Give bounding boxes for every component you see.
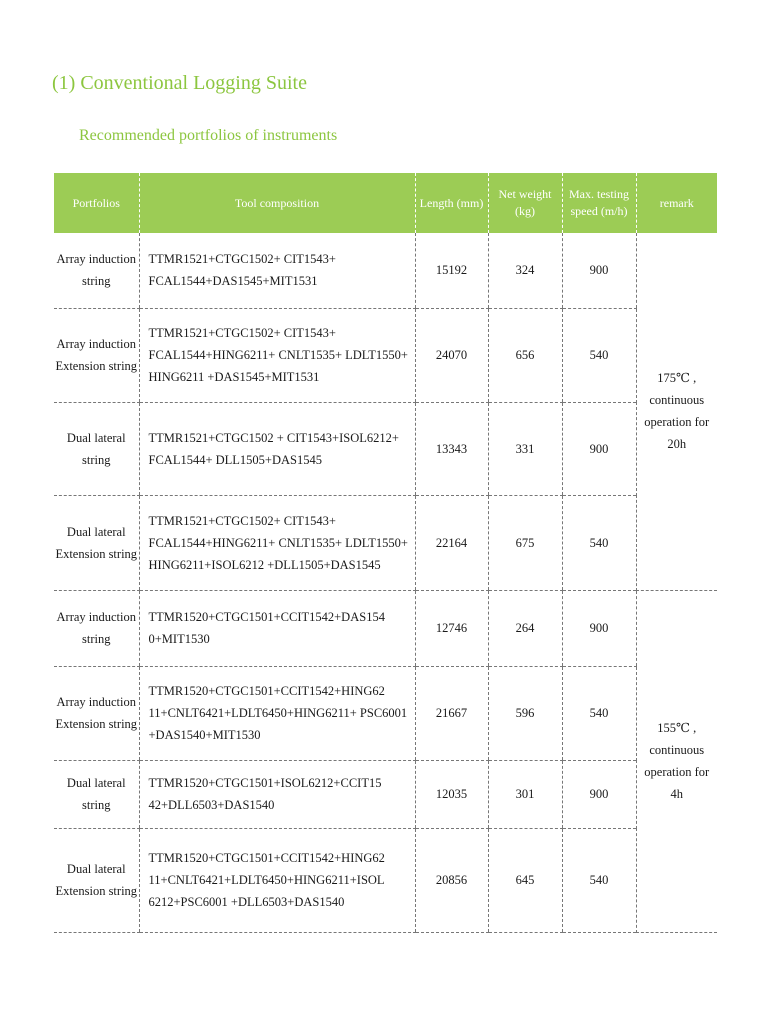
portfolio-cell: Array induction Extension string xyxy=(54,308,139,402)
length-cell: 13343 xyxy=(415,402,488,495)
portfolio-cell: Dual lateral Extension string xyxy=(54,828,139,932)
table-row xyxy=(54,308,717,402)
portfolio-cell: Dual lateral string xyxy=(54,402,139,495)
weight-cell: 645 xyxy=(488,828,562,932)
table-row xyxy=(54,760,717,828)
header-length: Length (mm) xyxy=(415,173,488,233)
composition-cell: TTMR1520+CTGC1501+CCIT1542+HING62 11+CNLT6421+LDLT6450+HING6211+ISOL 6212+PSC6001 +DLL6503+DAS1540 xyxy=(139,828,415,932)
header-tool-composition: Tool composition xyxy=(139,173,415,233)
length-cell: 12746 xyxy=(415,590,488,666)
portfolio-cell: Array induction string xyxy=(54,233,139,308)
weight-cell: 324 xyxy=(488,233,562,308)
composition-cell: TTMR1520+CTGC1501+ISOL6212+CCIT15 42+DLL6503+DAS1540 xyxy=(139,760,415,828)
table-row xyxy=(54,233,717,308)
weight-cell: 301 xyxy=(488,760,562,828)
section-subtitle: Recommended portfolios of instruments xyxy=(79,127,338,144)
weight-cell: 331 xyxy=(488,402,562,495)
portfolio-cell: Dual lateral string xyxy=(54,760,139,828)
speed-cell: 540 xyxy=(562,495,636,590)
length-cell: 20856 xyxy=(415,828,488,932)
weight-cell: 596 xyxy=(488,666,562,760)
speed-cell: 900 xyxy=(562,590,636,666)
table-row xyxy=(54,828,717,932)
table-row xyxy=(54,666,717,760)
portfolio-table xyxy=(54,173,717,933)
composition-cell: TTMR1520+CTGC1501+CCIT1542+DAS154 0+MIT1530 xyxy=(139,590,415,666)
speed-cell: 540 xyxy=(562,828,636,932)
table-row xyxy=(54,495,717,590)
speed-cell: 540 xyxy=(562,308,636,402)
speed-cell: 900 xyxy=(562,402,636,495)
composition-cell: TTMR1520+CTGC1501+CCIT1542+HING62 11+CNLT6421+LDLT6450+HING6211+ PSC6001 +DAS1540+MIT1530 xyxy=(139,666,415,760)
portfolio-table-container xyxy=(54,173,717,933)
speed-cell: 540 xyxy=(562,666,636,760)
composition-cell: TTMR1521+CTGC1502 + CIT1543+ISOL6212+ FCAL1544+ DLL1505+DAS1545 xyxy=(139,402,415,495)
length-cell: 22164 xyxy=(415,495,488,590)
header-net-weight: Net weight (kg) xyxy=(488,173,562,233)
table-row xyxy=(54,402,717,495)
weight-cell: 656 xyxy=(488,308,562,402)
header-remark: remark xyxy=(636,173,717,233)
length-cell: 12035 xyxy=(415,760,488,828)
length-cell: 21667 xyxy=(415,666,488,760)
speed-cell: 900 xyxy=(562,233,636,308)
table-header-row xyxy=(54,173,717,233)
composition-cell: TTMR1521+CTGC1502+ CIT1543+ FCAL1544+HING6211+ CNLT1535+ LDLT1550+ HING6211 +DAS1545+MIT1531 xyxy=(139,308,415,402)
length-cell: 15192 xyxy=(415,233,488,308)
composition-cell: TTMR1521+CTGC1502+ CIT1543+ FCAL1544+DAS1545+MIT1531 xyxy=(139,233,415,308)
composition-cell: TTMR1521+CTGC1502+ CIT1543+ FCAL1544+HING6211+ CNLT1535+ LDLT1550+ HING6211+ISOL6212 +DLL1505+DAS1545 xyxy=(139,495,415,590)
table-row xyxy=(54,590,717,666)
weight-cell: 264 xyxy=(488,590,562,666)
remark-cell: 175℃ , continuous operation for 20h xyxy=(636,233,717,590)
portfolio-cell: Array induction Extension string xyxy=(54,666,139,760)
header-max-speed: Max. testing speed (m/h) xyxy=(562,173,636,233)
weight-cell: 675 xyxy=(488,495,562,590)
length-cell: 24070 xyxy=(415,308,488,402)
header-portfolios: Portfolios xyxy=(54,173,139,233)
portfolio-cell: Array induction string xyxy=(54,590,139,666)
speed-cell: 900 xyxy=(562,760,636,828)
section-title: (1) Conventional Logging Suite xyxy=(52,72,307,94)
remark-cell: 155℃ , continuous operation for 4h xyxy=(636,590,717,932)
portfolio-cell: Dual lateral Extension string xyxy=(54,495,139,590)
